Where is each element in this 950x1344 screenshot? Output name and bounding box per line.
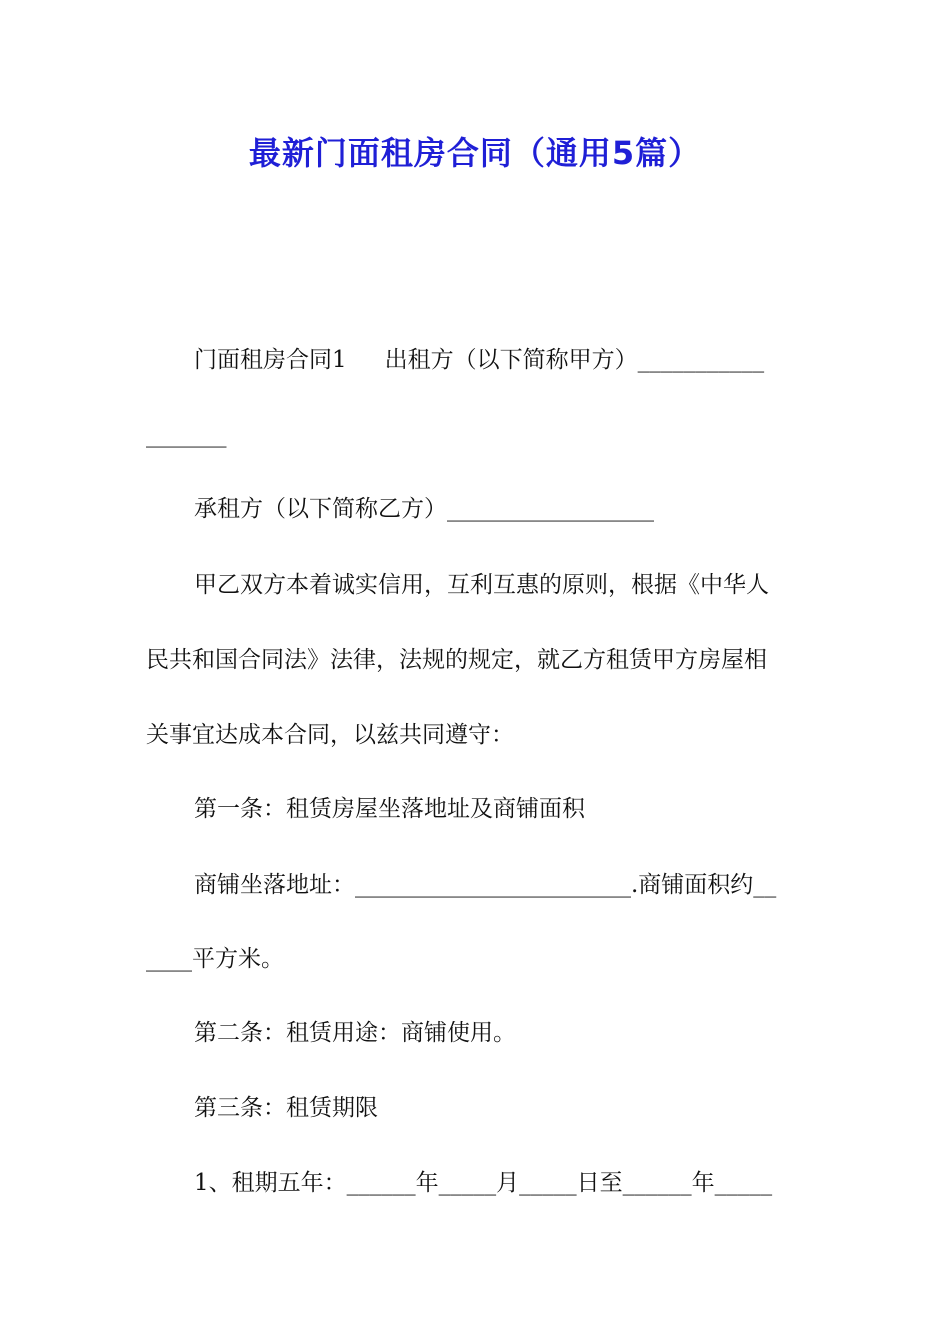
article-3-heading: 第三条：租赁期限 bbox=[194, 1095, 378, 1121]
article-1-heading: 第一条：租赁房屋坐落地址及商铺面积 bbox=[194, 796, 585, 822]
lessor-blank-continuation: _______ bbox=[146, 422, 227, 448]
shop-address-line-1: 商铺坐落地址：________________________.商铺面积约__ bbox=[194, 872, 777, 898]
paragraph-preamble-line-2: 民共和国合同法》法律，法规的规定，就乙方租赁甲方房屋相 bbox=[146, 647, 767, 673]
document-title: 最新门面租房合同（通用5篇） bbox=[248, 134, 702, 172]
paragraph-preamble-line-1: 甲乙双方本着诚实信用，互利互惠的原则，根据《中华人 bbox=[194, 572, 769, 598]
contract-number-label: 门面租房合同1 bbox=[194, 347, 347, 373]
article-2-heading: 第二条：租赁用途：商铺使用。 bbox=[194, 1020, 516, 1046]
paragraph-lessee: 承租方（以下简称乙方）__________________ bbox=[194, 496, 654, 522]
shop-address-line-2: ____平方米。 bbox=[146, 946, 284, 972]
paragraph-preamble-line-3: 关事宜达成本合同，以兹共同遵守： bbox=[146, 722, 514, 748]
lease-term-line: 1、租期五年：______年_____月_____日至______年_____ bbox=[194, 1170, 773, 1196]
paragraph-contract-heading bbox=[194, 345, 808, 375]
lessor-label: 出租方（以下简称甲方）___________ bbox=[384, 347, 765, 373]
